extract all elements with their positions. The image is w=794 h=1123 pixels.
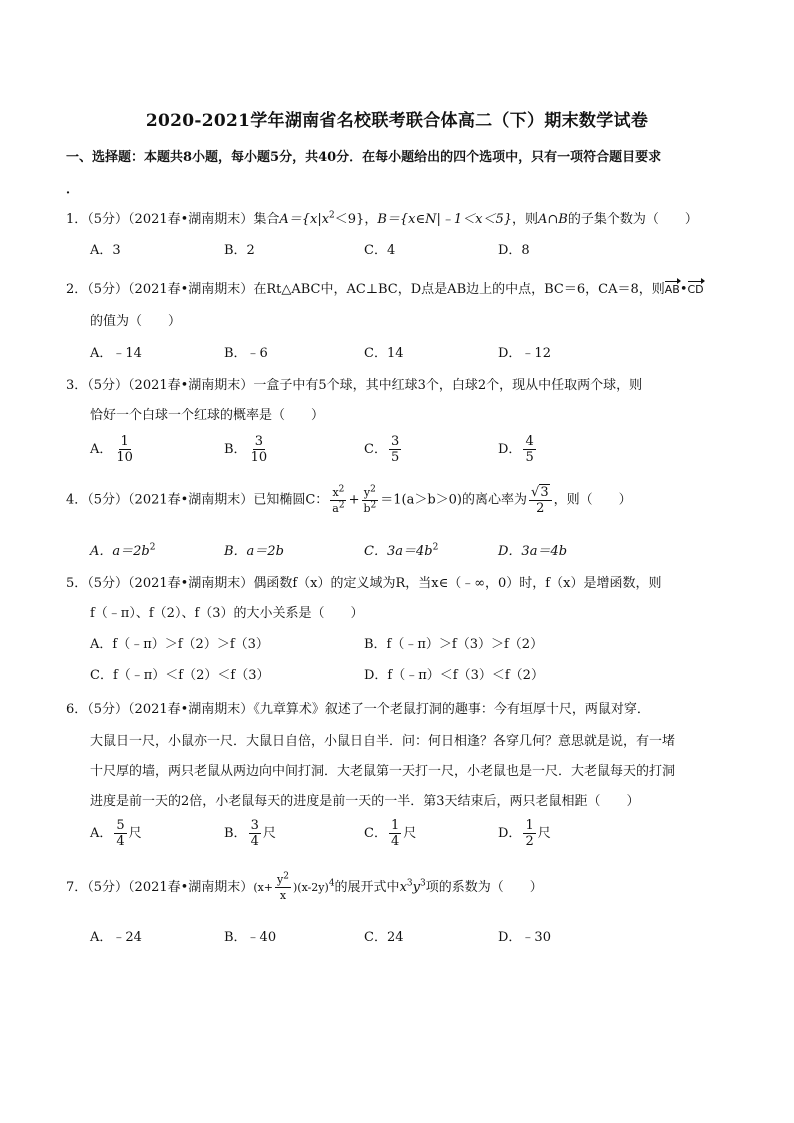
fraction-den: 5 — [390, 450, 400, 465]
question-3-cont: 恰好一个白球一个红球的概率是（ ） — [90, 408, 325, 423]
section-heading: 一、选择题：本题共8小题，每小题5分，共40分．在每小题给出的四个选项中，只有一项符合题目要求 — [66, 150, 662, 165]
fraction-x2-a2 — [330, 485, 346, 516]
question-6-line4: 进度是前一天的2倍，小老鼠每天的进度是前一天的一半．第3天结束后，两只老鼠相距（ ） — [90, 794, 640, 809]
intersection-expr: A∩B — [538, 212, 568, 227]
set-a: A＝{x|x — [279, 212, 330, 227]
question-meta: （5分）（2021春•湖南期末） — [87, 212, 254, 227]
option-b[interactable] — [224, 540, 284, 559]
dot-operator: • — [679, 282, 688, 297]
question-number: 1． — [66, 212, 88, 227]
question-meta: （5分）（2021春•湖南期末） — [87, 492, 254, 508]
option-d[interactable] — [498, 818, 551, 849]
fraction-den: x — [279, 889, 287, 902]
option-b[interactable]: B．2 — [224, 243, 255, 258]
fraction-num: 1 — [525, 818, 534, 833]
exponent: 2 — [338, 483, 345, 494]
fraction-den: 10 — [250, 450, 268, 465]
fraction-den: 5 — [525, 450, 534, 465]
question-3 — [66, 374, 734, 393]
fraction-num: 3 — [390, 434, 400, 449]
question-number: 3． — [66, 378, 88, 393]
option-c[interactable] — [364, 540, 438, 559]
fraction-num: 1 — [120, 434, 129, 449]
comma: ， — [364, 212, 378, 227]
fraction-num: 3 — [250, 818, 259, 833]
option-d[interactable]: D．﹣30 — [498, 930, 551, 945]
question-2 — [66, 278, 734, 297]
fraction — [389, 434, 401, 465]
option-a[interactable]: A．3 — [90, 243, 121, 258]
option-a[interactable] — [90, 540, 155, 559]
option-a[interactable]: A．f（﹣π）＞f（2）＞f（3） — [90, 637, 269, 652]
option-b[interactable]: B．﹣40 — [224, 930, 277, 945]
unit: 尺 — [128, 826, 142, 841]
question-2-cont: 的值为（ ） — [90, 314, 182, 329]
exponent: 2 — [370, 483, 376, 494]
question-number: 6． — [66, 702, 88, 717]
question-text: ＝1(a＞b＞0)的离心率为 — [380, 492, 528, 508]
question-number: 2． — [66, 282, 88, 297]
option-a[interactable]: A．﹣14 — [90, 346, 142, 361]
exponent: 2 — [329, 210, 335, 221]
section-heading-cont: ． — [66, 182, 80, 197]
fraction-num: y — [363, 485, 371, 499]
expr-open: (x+ — [253, 881, 274, 894]
fraction-den: 4 — [250, 834, 259, 849]
fraction-den: b — [363, 501, 371, 515]
option-c[interactable] — [364, 818, 416, 849]
option-label: A． — [90, 442, 113, 457]
unit: 尺 — [262, 826, 276, 841]
fraction-num: 5 — [116, 818, 125, 833]
options-q3 — [90, 434, 750, 470]
question-text: 《九章算术》叙述了一个老鼠打洞的趣事：今有垣厚十尺，两鼠对穿． — [253, 702, 650, 717]
option-text: A．a＝2b — [90, 544, 150, 559]
question-5-cont: f（﹣π）、f（2）、f（3）的大小关系是（ ） — [90, 606, 364, 621]
question-text: 在Rt△ABC中，AC⊥BC，D点是AB边上的中点，BC＝6，CA＝8，则 — [253, 282, 665, 297]
question-6-line3: 十尺厚的墙，两只老鼠从两边向中间打洞．大老鼠第一天打一尺，小老鼠也是一尺．大老鼠每天的打洞 — [90, 764, 676, 779]
question-number: 4． — [66, 492, 88, 508]
fraction — [389, 818, 401, 849]
fraction-den: 10 — [116, 450, 133, 465]
term-x: x — [399, 880, 407, 895]
option-b[interactable] — [224, 434, 271, 465]
options-q4 — [90, 540, 750, 560]
exponent: 2 — [283, 871, 289, 882]
question-text: 项的系数为（ ） — [425, 880, 543, 895]
option-b[interactable] — [224, 818, 276, 849]
question-text: ，则 — [512, 212, 539, 227]
options-q6 — [90, 818, 750, 854]
set-a-end: ＜9} — [334, 212, 365, 227]
question-4 — [66, 484, 734, 516]
fraction-num: 3 — [254, 434, 263, 449]
question-text: 的展开式中 — [334, 880, 400, 895]
question-1 — [66, 208, 734, 227]
question-meta: （5分）（2021春•湖南期末） — [87, 282, 254, 297]
exponent: 3 — [420, 878, 426, 889]
unit: 尺 — [537, 826, 551, 841]
option-c[interactable]: C．f（﹣π）＜f（2）＜f（3） — [90, 668, 270, 683]
option-b[interactable]: B．﹣6 — [224, 346, 268, 361]
option-c[interactable]: C．4 — [364, 243, 396, 258]
question-text: 集合 — [253, 212, 280, 227]
exponent: 2 — [432, 542, 439, 553]
fraction — [249, 818, 261, 849]
option-a[interactable]: A．﹣24 — [90, 930, 142, 945]
option-c[interactable]: C．14 — [364, 346, 404, 361]
question-6 — [66, 698, 734, 717]
fraction — [114, 434, 135, 465]
option-label: C． — [364, 442, 387, 457]
fraction — [114, 818, 126, 849]
term-y: y — [412, 880, 420, 895]
fraction — [523, 818, 535, 849]
fraction-den: 4 — [116, 834, 125, 849]
option-d[interactable] — [498, 540, 567, 559]
options-q1 — [90, 239, 750, 259]
question-6-line2: 大鼠日一尺，小鼠亦一尺．大鼠日自倍，小鼠日自半．问：何日相逢？各穿几何？意思就是说，有一堵 — [90, 734, 676, 749]
fraction-num: y — [277, 873, 284, 886]
radicand: 3 — [540, 485, 549, 500]
fraction — [523, 434, 535, 465]
fraction-den: 2 — [525, 834, 534, 849]
question-text: 一盒子中有5个球，其中红球3个，白球2个，现从中任取两个球，则 — [253, 378, 643, 393]
fraction-y2-b2 — [361, 485, 378, 516]
vector-cd: CD — [687, 283, 704, 296]
exponent: 3 — [406, 878, 413, 889]
page-title: 2020-2021学年湖南省名校联考联合体高二（下）期末数学试卷 — [145, 111, 649, 131]
option-a[interactable] — [90, 434, 137, 465]
options-q5-row1 — [90, 633, 750, 653]
exponent: 4 — [328, 878, 335, 889]
option-text: B．a＝2b — [224, 544, 284, 559]
option-d[interactable]: D．﹣12 — [498, 346, 551, 361]
question-number: 5． — [66, 576, 88, 591]
question-number: 7． — [66, 880, 88, 895]
question-text: 已知椭圆C： — [253, 492, 329, 508]
unit: 尺 — [403, 826, 417, 841]
option-b[interactable]: B．f（﹣π）＞f（3）＞f（2） — [364, 637, 544, 652]
fraction-den: 4 — [390, 834, 400, 849]
option-label: D． — [498, 826, 522, 841]
fraction-den: 2 — [536, 501, 545, 516]
option-c[interactable]: C．24 — [364, 930, 404, 945]
vector-ab: AB — [664, 283, 680, 296]
question-text: ，则（ ） — [553, 492, 632, 508]
exponent: 2 — [338, 499, 345, 510]
fraction-num: 4 — [525, 434, 534, 449]
options-q2 — [90, 342, 750, 362]
option-d[interactable]: D．8 — [498, 243, 530, 258]
exponent: 2 — [370, 499, 377, 510]
question-meta: （5分）（2021春•湖南期末） — [87, 702, 254, 717]
option-label: B． — [224, 442, 247, 457]
question-7 — [66, 872, 734, 903]
options-q5-row2 — [90, 664, 750, 684]
option-label: D． — [498, 442, 522, 457]
fraction-eccentricity: $\frac{√3}{2}$ — [529, 484, 552, 516]
question-meta: （5分）（2021春•湖南期末） — [87, 880, 254, 895]
option-d[interactable] — [498, 434, 538, 465]
option-d[interactable]: D．f（﹣π）＜f（3）＜f（2） — [364, 668, 544, 683]
fraction-num: 1 — [390, 818, 400, 833]
option-label: B． — [224, 826, 247, 841]
set-b: B＝{x∈N|﹣1＜x＜5} — [377, 212, 513, 227]
question-text: 的子集个数为（ ） — [567, 212, 698, 227]
fraction-den: a — [332, 501, 339, 515]
option-text: D．3a＝4b — [498, 544, 568, 559]
option-a[interactable] — [90, 818, 142, 849]
fraction — [249, 434, 270, 465]
question-text: 偶函数f（x）的定义域为R，当x∈（﹣∞，0）时，f（x）是增函数，则 — [253, 576, 662, 591]
question-meta: （5分）（2021春•湖南期末） — [87, 378, 254, 393]
expr-mid: )(x-2y) — [292, 881, 329, 894]
plus-sign: + — [348, 492, 360, 508]
question-5 — [66, 572, 734, 591]
question-meta: （5分）（2021春•湖南期末） — [87, 576, 254, 591]
options-q7 — [90, 926, 750, 946]
option-label: A． — [90, 826, 113, 841]
option-label: C． — [364, 826, 387, 841]
exponent: 2 — [149, 542, 156, 553]
fraction-num: x — [332, 485, 339, 499]
fraction-y2-x — [275, 872, 291, 903]
option-c[interactable] — [364, 434, 403, 465]
option-text: C．3a＝4b — [364, 544, 433, 559]
